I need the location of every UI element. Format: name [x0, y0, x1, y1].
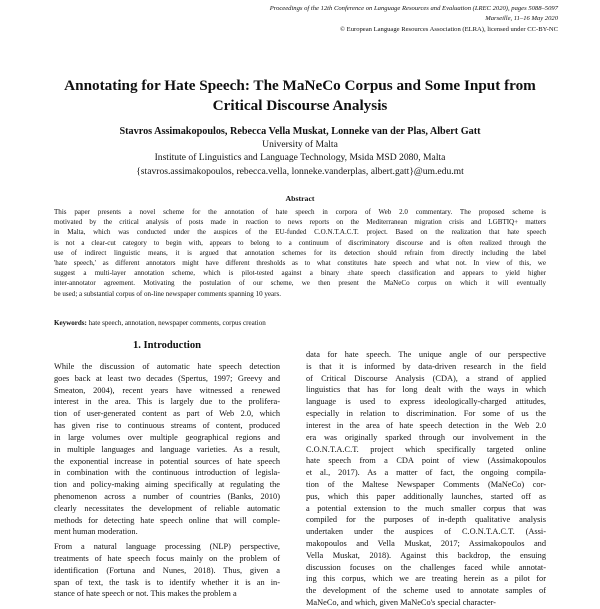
- author-block: [40, 125, 560, 178]
- text-line: undertaken under the auspices of C.O.N.T.A.C.T. (Assi-: [306, 527, 546, 537]
- text-line: in multiple languages and language varieties. As a result,: [54, 444, 280, 454]
- abstract-line: 'hate speech,' as different annotators might have different thresholds as to what constitutes hate speech and what not. In view of this, we: [54, 259, 546, 268]
- right-column: [306, 349, 546, 609]
- keywords-list: hate speech, annotation, newspaper comments, corpus creation: [88, 319, 266, 327]
- author-names: Stavros Assimakopoulos, Rebecca Vella Muskat, Lonneke van der Plas, Albert Gatt: [119, 126, 481, 137]
- text-line: et al., 2017). As a matter of fact, the ongoing compila-: [306, 468, 546, 478]
- text-line: a potential extension to the much smaller corpus that was: [306, 503, 546, 513]
- text-line: identification (Fortuna and Nunes, 2018). Thus, given a: [54, 565, 280, 575]
- text-line: treatments of hate speech focus mainly on the problem of: [54, 554, 280, 563]
- author-emails: {stavros.assimakopoulos, rebecca.vella, lonneke.vanderplas, albert.gatt}@um.edu.mt: [136, 165, 464, 177]
- location-line: Marseille, 11–16 May 2020: [485, 15, 558, 23]
- text-line: has given rise to continuous streams of content, produced: [54, 421, 280, 431]
- text-line: discussion focuses on the challenges faced while annotat-: [306, 562, 546, 572]
- text-line: stance of hate speech or not. This makes the problem a: [54, 589, 237, 599]
- text-line: C.O.N.T.A.C.T. project which specifically targeted online: [306, 444, 546, 454]
- intro-paragraph-3: [306, 349, 546, 609]
- proceedings-line: Proceedings of the 12th Conference on Language Resources and Evaluation (LREC 2020), pages 5088–5097: [269, 5, 558, 12]
- text-line: ment human moderation.: [54, 527, 138, 537]
- abstract-line: suggest a multi-layer annotation scheme, which is pilot-tested against a binary ±hate speech classification and appears to yield higher: [54, 269, 546, 278]
- text-line: tion of the Maltese Newspaper Comments (MaNeCo) cor-: [306, 479, 546, 489]
- text-line: data for hate speech. The unique angle of our perspective: [306, 350, 546, 359]
- license-line: © European Language Resources Association (ELRA), licensed under CC-BY-NC: [340, 25, 558, 33]
- abstract-line: use of indirect linguistic means, it is argued that annotation schemes for its detection should refrain from directly including the label: [54, 248, 546, 257]
- text-line: language is used to express ideologically-charged attitudes,: [306, 397, 546, 407]
- text-line: ing this corpus, which we are treating herein as a pilot for: [306, 574, 546, 584]
- keywords-label: Keywords:: [54, 319, 87, 327]
- text-line: From a natural language processing (NLP) perspective,: [54, 542, 280, 552]
- intro-paragraph-1: [54, 361, 280, 538]
- text-line: Smeaton, 2004), recent years have witnessed a renewed: [54, 385, 280, 395]
- text-line: especially in relation to discrimination. For some of us the: [306, 409, 546, 419]
- abstract-line: inter-annotator agreement. Motivating the postulation of our scheme, we then present the MaNeCo corpus on which it will eventually: [54, 279, 546, 288]
- text-line: clearly necessitates the development of reliable automatic: [54, 503, 280, 513]
- text-line: hate speech from a CDA point of view (Assimakopoulos: [306, 456, 546, 466]
- text-line: tion and policy-making aiming specifically at regulating the: [54, 480, 280, 490]
- text-line: MaNeCo, and which, given MaNeCo's special character-: [306, 598, 496, 608]
- keywords: [54, 318, 546, 328]
- text-line: linguistics that has for long dealt with the ways in which: [306, 385, 546, 395]
- text-line: compiled for the purposes of in-depth qualitative analysis: [306, 515, 546, 525]
- abstract-line: This paper presents a novel scheme for the annotation of hate speech in corpora of Web 2.0 commentary. The proposed scheme is: [54, 208, 546, 216]
- abstract-line: is not a clear-cut category to begin with, appears to belong to a continuum of discriminatory discourse and is often realized through the: [54, 238, 546, 247]
- text-line: tion of user-generated content as part of Web 2.0, which: [54, 409, 280, 419]
- text-line: Vella Muskat, 2018). Against this backdrop, the ensuing: [306, 550, 546, 560]
- left-column: [54, 361, 280, 600]
- affiliation-institute: Institute of Linguistics and Language Technology, Msida MSD 2080, Malta: [154, 152, 446, 164]
- intro-paragraph-2: [54, 541, 280, 600]
- paper-title: Annotating for Hate Speech: The MaNeCo Corpus and Some Input from Critical Discourse Analysis: [64, 77, 536, 114]
- affiliation-university: University of Malta: [262, 139, 338, 151]
- text-line: interest in the area of hate speech detection in the Web 2.0: [306, 420, 546, 430]
- text-line: phenomenon across a number of countries (Banks, 2010): [54, 491, 280, 501]
- text-line: the exponential increase in potential sources of hate speech: [54, 456, 280, 466]
- text-line: interest in the area. This is largely due to the prolifera-: [54, 397, 280, 407]
- text-line: the development of the scheme used to annotate samples of: [306, 586, 546, 596]
- section-heading-introduction: 1. Introduction: [132, 340, 202, 351]
- text-line: span of text, the task is to identify whether it is an in-: [54, 577, 280, 587]
- abstract-heading: Abstract: [285, 194, 315, 203]
- text-line: of Critical Discourse Analysis (CDA), a strand of applied: [306, 373, 546, 383]
- abstract-line: be used; a substantial corpus of on-line newspaper comments spanning 10 years.: [54, 289, 282, 298]
- text-line: era was originally sparked through our involvement in the: [306, 432, 546, 442]
- text-line: goes back at least two decades (Spertus, 1997; Greevy and: [54, 373, 280, 383]
- text-line: is that it is informed by data-driven research in the field: [306, 361, 546, 371]
- text-line: pus, which this paper additionally launches, started off as: [306, 491, 546, 501]
- text-line: methods for detecting hate speech online that will comple-: [54, 515, 280, 525]
- abstract-body: [54, 207, 546, 299]
- abstract-line: motivated by the critical analysis of posts made in reaction to news reports on the Mediterranean migration crisis and LGBTIQ+ matters: [54, 218, 546, 227]
- text-line: While the discussion of automatic hate speech detection: [54, 362, 280, 371]
- proceedings-header: [178, 4, 558, 35]
- text-line: makopoulos and Vella Muskat, 2017; Assimakopoulos and: [306, 539, 546, 548]
- text-line: in large volumes over multiple geographical regions and: [54, 432, 280, 442]
- text-line: in combination with the continuous introduction of legisla-: [54, 468, 280, 478]
- abstract-line: in Malta, which was conducted under the auspices of the EU-funded C.O.N.T.A.C.T. project. Based on the realization that hate speech: [54, 228, 546, 237]
